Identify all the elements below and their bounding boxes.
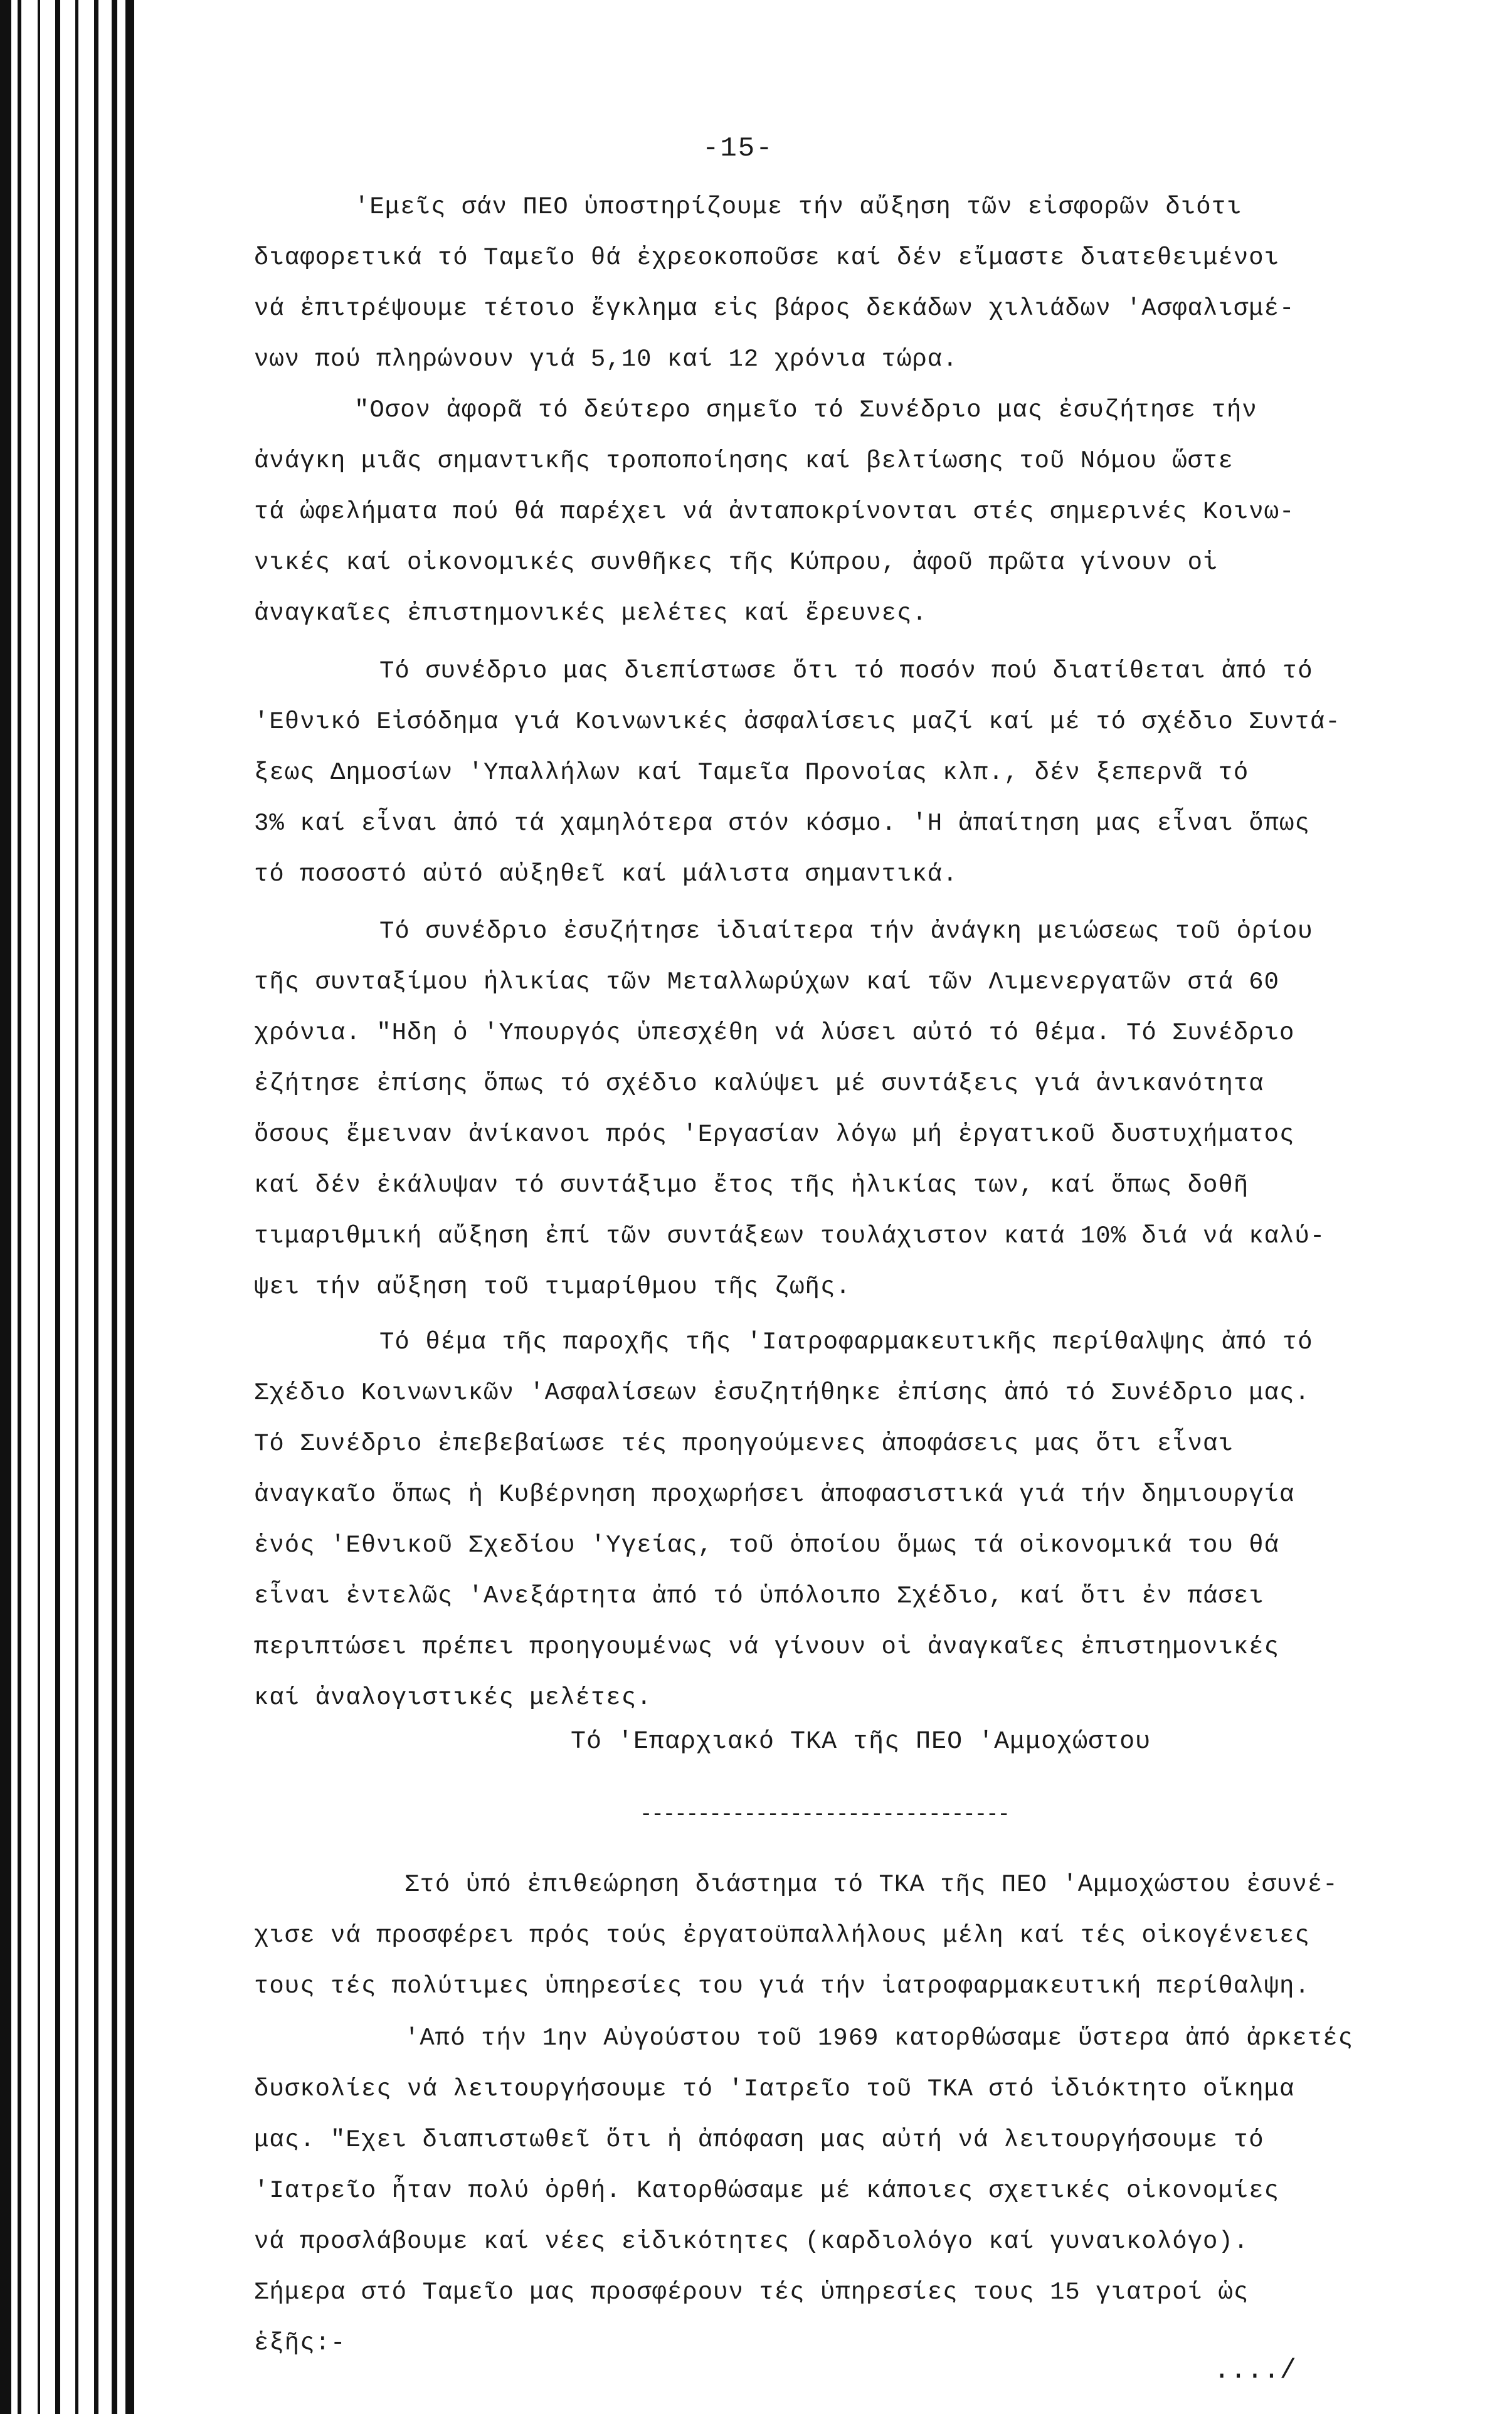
paragraph-line: νικές καί οἰκονομικές συνθῆκες τῆς Κύπρου, ἀφοῦ πρῶτα γίνουν οἱ — [254, 549, 1219, 576]
paragraph-line: ψει τήν αὔξηση τοῦ τιμαρίθμου τῆς ζωῆς. — [254, 1273, 851, 1301]
paragraph-3 — [254, 646, 1464, 900]
heading-underline: -------------------------------- — [640, 1803, 1009, 1827]
paragraph-line: μας. "Εχει διαπιστωθεῖ ὅτι ἡ ἀπόφαση μας αὐτή νά λειτουργήσουμε τό — [254, 2126, 1264, 2154]
section-paragraph-2 — [254, 2013, 1464, 2369]
section-paragraph-1 — [254, 1860, 1464, 2012]
paragraph-line: Σχέδιο Κοινωνικῶν 'Ασφαλίσεων ἐσυζητήθηκε ἐπίσης ἀπό τό Συνέδριο μας. — [254, 1379, 1310, 1407]
paragraph-line: Τό συνέδριο μας διεπίστωσε ὅτι τό ποσόν πού διατίθεται ἀπό τό — [379, 657, 1313, 685]
paragraph-line: Τό συνέδριο ἐσυζήτησε ἰδιαίτερα τήν ἀνάγκη μειώσεως τοῦ ὁρίου — [379, 918, 1313, 945]
paragraph-2 — [254, 385, 1464, 639]
paragraph-5 — [254, 1317, 1464, 1723]
paragraph-line: Τό Συνέδριο ἐπεβεβαίωσε τές προηγούμενες ἀποφάσεις μας ὅτι εἶναι — [254, 1430, 1234, 1458]
paragraph-1 — [254, 182, 1464, 385]
paragraph-line: ἑνός 'Εθνικοῦ Σχεδίου 'Υγείας, τοῦ ὁποίου ὅμως τά οἰκονομικά του θά — [254, 1532, 1280, 1559]
paragraph-line: περιπτώσει πρέπει προηγουμένως νά γίνουν οἱ ἀναγκαῖες ἐπιστημονικές — [254, 1633, 1280, 1661]
paragraph-line: 3% καί εἶναι ἀπό τά χαμηλότερα στόν κόσμο. 'Η ἀπαίτηση μας εἶναι ὅπως — [254, 810, 1310, 837]
paragraph-line: τους τές πολύτιμες ὑπηρεσίες του γιά τήν ἰατροφαρμακευτική περίθαλψη. — [254, 1972, 1310, 2000]
paragraph-line: ἑξῆς:- — [254, 2329, 346, 2357]
paragraph-line: ξεως Δημοσίων 'Υπαλλήλων καί Ταμεῖα Προνοίας κλπ., δέν ξεπερνᾶ τό — [254, 759, 1249, 786]
paragraph-line: τό ποσοστό αὐτό αὐξηθεῖ καί μάλιστα σημαντικά. — [254, 860, 958, 888]
paragraph-line: τῆς συνταξίμου ἡλικίας τῶν Μεταλλωρύχων καί τῶν Λιμενεργατῶν στά 60 — [254, 968, 1280, 996]
paragraph-line: καί ἀναλογιστικές μελέτες. — [254, 1684, 652, 1712]
paragraph-line: τιμαριθμική αὔξηση ἐπί τῶν συντάξεων τουλάχιστον κατά 10% διά νά καλύ- — [254, 1222, 1326, 1250]
paragraph-4 — [254, 906, 1464, 1313]
paragraph-line: τά ὠφελήματα πού θά παρέχει νά ἀνταποκρίνονται στές σημερινές Κοινω- — [254, 498, 1295, 526]
binding-edge — [0, 0, 144, 2414]
paragraph-line: 'Ιατρεῖο ἦταν πολύ ὀρθή. Κατορθώσαμε μέ κάποιες σχετικές οἰκονομίες — [254, 2177, 1280, 2205]
paragraph-line: 'Εθνικό Εἰσόδημα γιά Κοινωνικές ἀσφαλίσεις μαζί καί μέ τό σχέδιο Συντά- — [254, 708, 1341, 736]
paragraph-line: ἀναγκαῖες ἐπιστημονικές μελέτες καί ἔρευνες. — [254, 600, 928, 627]
paragraph-line: 'Από τήν 1ην Αὐγούστου τοῦ 1969 κατορθώσαμε ὕστερα ἀπό ἀρκετές — [404, 2025, 1354, 2052]
section-heading: Τό 'Επαρχιακό ΤΚΑ τῆς ΠΕΟ 'Αμμοχώστου — [571, 1728, 1151, 1756]
paragraph-line: νά ἐπιτρέψουμε τέτοιο ἔγκλημα εἰς βάρος δεκάδων χιλιάδων 'Ασφαλισμέ- — [254, 295, 1295, 322]
continuation-mark: ..../ — [1213, 2355, 1297, 2386]
paragraph-line: ἐζήτησε ἐπίσης ὅπως τό σχέδιο καλύψει μέ συντάξεις γιά ἀνικανότητα — [254, 1070, 1264, 1098]
paragraph-line: ἀναγκαῖο ὅπως ἡ Κυβέρνηση προχωρήσει ἀποφασιστικά γιά τήν δημιουργία — [254, 1481, 1295, 1508]
paragraph-line: δυσκολίες νά λειτουργήσουμε τό 'Ιατρεῖο τοῦ ΤΚΑ στό ἰδιόκτητο οἴκημα — [254, 2075, 1295, 2103]
paragraph-line: καί δέν ἐκάλυψαν τό συντάξιμο ἔτος τῆς ἡλικίας των, καί ὅπως δοθῆ — [254, 1172, 1249, 1199]
paragraph-line: 'Εμεῖς σάν ΠΕΟ ὑποστηρίζουμε τήν αὔξηση τῶν εἰσφορῶν διότι — [354, 193, 1242, 221]
paragraph-line: χισε νά προσφέρει πρός τούς ἐργατοϋπαλλήλους μέλη καί τές οἰκογένειες — [254, 1922, 1310, 1949]
paragraph-line: νά προσλάβουμε καί νέες εἰδικότητες (καρδιολόγο καί γυναικολόγο). — [254, 2228, 1249, 2255]
paragraph-line: διαφορετικά τό Ταμεῖο θά ἐχρεοκοποῦσε καί δέν εἴμαστε διατεθειμένοι — [254, 244, 1280, 272]
paragraph-line: Στό ὑπό ἐπιθεώρηση διάστημα τό ΤΚΑ τῆς ΠΕΟ 'Αμμοχώστου ἐσυνέ- — [404, 1871, 1338, 1898]
paragraph-line: Σήμερα στό Ταμεῖο μας προσφέρουν τές ὑπηρεσίες τους 15 γιατροί ὡς — [254, 2279, 1249, 2306]
paragraph-line: χρόνια. "Ηδη ὁ 'Υπουργός ὑπεσχέθη νά λύσει αὐτό τό θέμα. Τό Συνέδριο — [254, 1019, 1295, 1047]
paragraph-line: νων πού πληρώνουν γιά 5,10 καί 12 χρόνια τώρα. — [254, 346, 958, 373]
paragraph-line: "Οσον ἀφορᾶ τό δεύτερο σημεῖο τό Συνέδριο μας ἐσυζήτησε τήν — [354, 396, 1257, 424]
paragraph-line: εἶναι ἐντελῶς 'Ανεξάρτητα ἀπό τό ὑπόλοιπο Σχέδιο, καί ὅτι ἐν πάσει — [254, 1582, 1264, 1610]
page-number: -15- — [702, 133, 774, 164]
paragraph-line: Τό θέμα τῆς παροχῆς τῆς 'Ιατροφαρμακευτικῆς περίθαλψης ἀπό τό — [379, 1328, 1313, 1356]
paragraph-line: ἀνάγκη μιᾶς σημαντικῆς τροποποίησης καί βελτίωσης τοῦ Νόμου ὥστε — [254, 447, 1234, 475]
paragraph-line: ὅσους ἔμειναν ἀνίκανοι πρός 'Εργασίαν λόγω μή ἐργατικοῦ δυστυχήματος — [254, 1121, 1295, 1148]
